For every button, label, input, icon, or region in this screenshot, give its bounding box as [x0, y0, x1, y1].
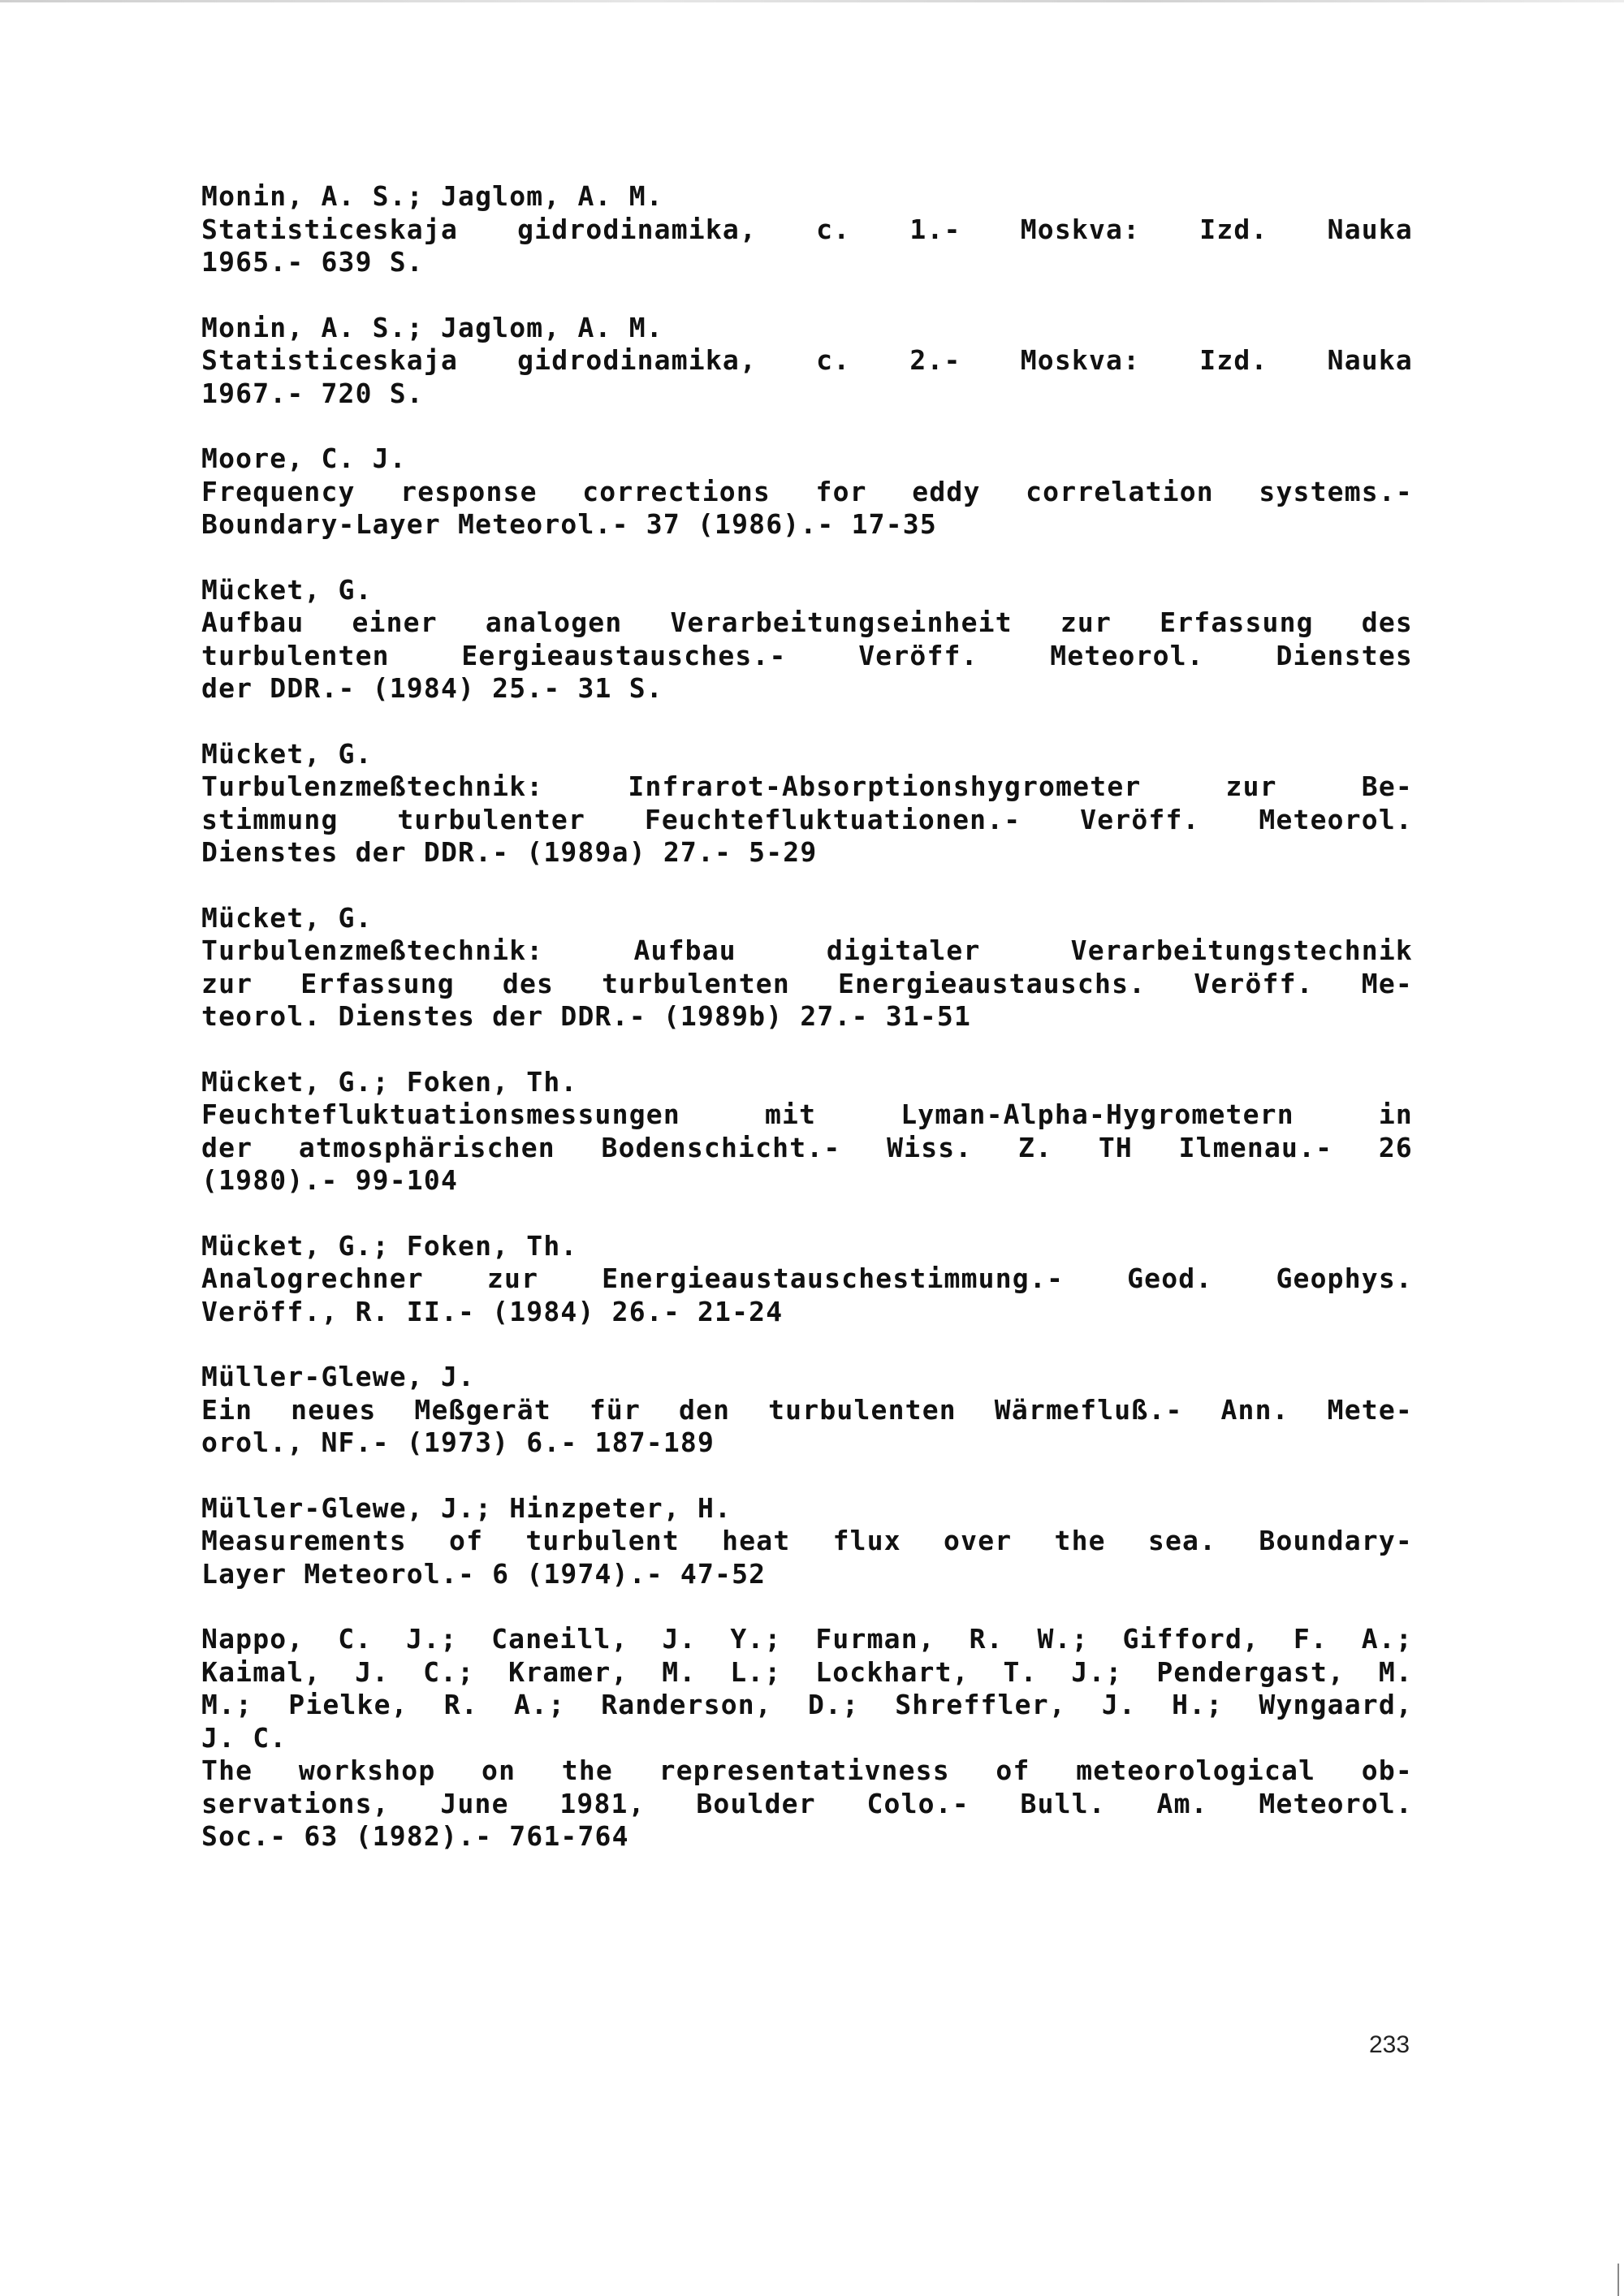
reference-entry — [201, 574, 1413, 706]
reference-entry — [201, 180, 1413, 279]
reference-text-line: The workshop on the representativness of meteorological ob- — [201, 1754, 1413, 1786]
reference-text-line: Dienstes der DDR.- (1989a) 27.- 5-29 — [201, 836, 818, 868]
reference-text-line: Aufbau einer analogen Verarbeitungseinheit zur Erfassung des — [201, 606, 1413, 638]
reference-text-line: Measurements of turbulent heat flux over the sea. Boundary- — [201, 1525, 1413, 1556]
reference-author-line: Monin, A. S.; Jaglom, A. M. — [201, 180, 663, 212]
reference-text-line: der DDR.- (1984) 25.- 31 S. — [201, 672, 663, 704]
reference-author-line: Mücket, G. — [201, 737, 373, 770]
reference-text-line: Boundary-Layer Meteorol.- 37 (1986).- 17-35 — [201, 508, 937, 540]
reference-author-line: Nappo, C. J.; Caneill, J. Y.; Furman, R. W.; Gifford, F. A.; — [201, 1623, 1413, 1655]
reference-text-line: orol., NF.- (1973) 6.- 187-189 — [201, 1426, 715, 1458]
reference-entry — [201, 1230, 1413, 1329]
reference-text-line: Turbulenzmeßtechnik: Aufbau digitaler Verarbeitungstechnik — [201, 934, 1413, 966]
reference-text-line: Statisticeskaja gidrodinamika, c. 1.- Moskva: Izd. Nauka — [201, 213, 1413, 245]
reference-text-line: teorol. Dienstes der DDR.- (1989b) 27.- 31-51 — [201, 1000, 972, 1032]
reference-entry — [201, 442, 1413, 542]
reference-text-line: servations, June 1981, Boulder Colo.- Bull. Am. Meteorol. — [201, 1787, 1413, 1819]
page-number: 233 — [1369, 2031, 1410, 2058]
reference-text-line: Ein neues Meßgerät für den turbulenten Wärmefluß.- Ann. Mete- — [201, 1393, 1413, 1426]
reference-entry — [201, 1066, 1413, 1198]
reference-text-line: Statisticeskaja gidrodinamika, c. 2.- Moskva: Izd. Nauka — [201, 344, 1413, 376]
reference-author-line: Müller-Glewe, J.; Hinzpeter, H. — [201, 1491, 732, 1524]
reference-entry — [201, 1361, 1413, 1460]
reference-entry — [201, 902, 1413, 1034]
reference-author-line: M.; Pielke, R. A.; Randerson, D.; Shreffler, J. H.; Wyngaard, — [201, 1689, 1413, 1720]
reference-text-line: 1967.- 720 S. — [201, 377, 424, 409]
reference-text-line: der atmosphärischen Bodenschicht.- Wiss. Z. TH Ilmenau.- 26 — [201, 1131, 1413, 1163]
reference-text-line: Analogrechner zur Energieaustauschestimmung.- Geod. Geophys. — [201, 1262, 1413, 1294]
reference-author-line: Monin, A. S.; Jaglom, A. M. — [201, 311, 663, 343]
reference-entry — [201, 1492, 1413, 1591]
reference-author-line: Mücket, G.; Foken, Th. — [201, 1229, 578, 1262]
scan-top-edge — [0, 0, 1624, 2]
reference-text-line: Turbulenzmeßtechnik: Infrarot-Absorptionshygrometer zur Be- — [201, 770, 1413, 802]
reference-text-line: Frequency response corrections for eddy correlation systems.- — [201, 475, 1413, 507]
reference-author-line: Moore, C. J. — [201, 442, 407, 474]
reference-text-line: Feuchtefluktuationsmessungen mit Lyman-Alpha-Hygrometern in — [201, 1098, 1413, 1130]
reference-author-line: Mücket, G. — [201, 573, 373, 606]
reference-text-line: 1965.- 639 S. — [201, 246, 424, 278]
reference-entry — [201, 1623, 1413, 1854]
reference-list — [201, 180, 1413, 1886]
reference-author-line: Müller-Glewe, J. — [201, 1361, 476, 1392]
reference-text-line: zur Erfassung des turbulenten Energieaustauschs. Veröff. Me- — [201, 967, 1413, 999]
reference-author-line: J. C. — [201, 1721, 287, 1754]
reference-text-line: turbulenten Eergieaustausches.- Veröff. Meteorol. Dienstes — [201, 639, 1413, 671]
reference-entry — [201, 738, 1413, 870]
reference-text-line: Layer Meteorol.- 6 (1974).- 47-52 — [201, 1557, 767, 1590]
reference-entry — [201, 312, 1413, 411]
reference-text-line: (1980).- 99-104 — [201, 1164, 459, 1196]
reference-text-line: Soc.- 63 (1982).- 761-764 — [201, 1820, 629, 1852]
reference-author-line: Mücket, G. — [201, 901, 373, 934]
reference-text-line: stimmung turbulenter Feuchtefluktuationen.- Veröff. Meteorol. — [201, 803, 1413, 835]
reference-text-line: Veröff., R. II.- (1984) 26.- 21-24 — [201, 1295, 784, 1327]
scan-edge-mark — [1618, 2264, 1619, 2296]
reference-author-line: Kaimal, J. C.; Kramer, M. L.; Lockhart, T. J.; Pendergast, M. — [201, 1655, 1413, 1688]
reference-author-line: Mücket, G.; Foken, Th. — [201, 1065, 578, 1098]
